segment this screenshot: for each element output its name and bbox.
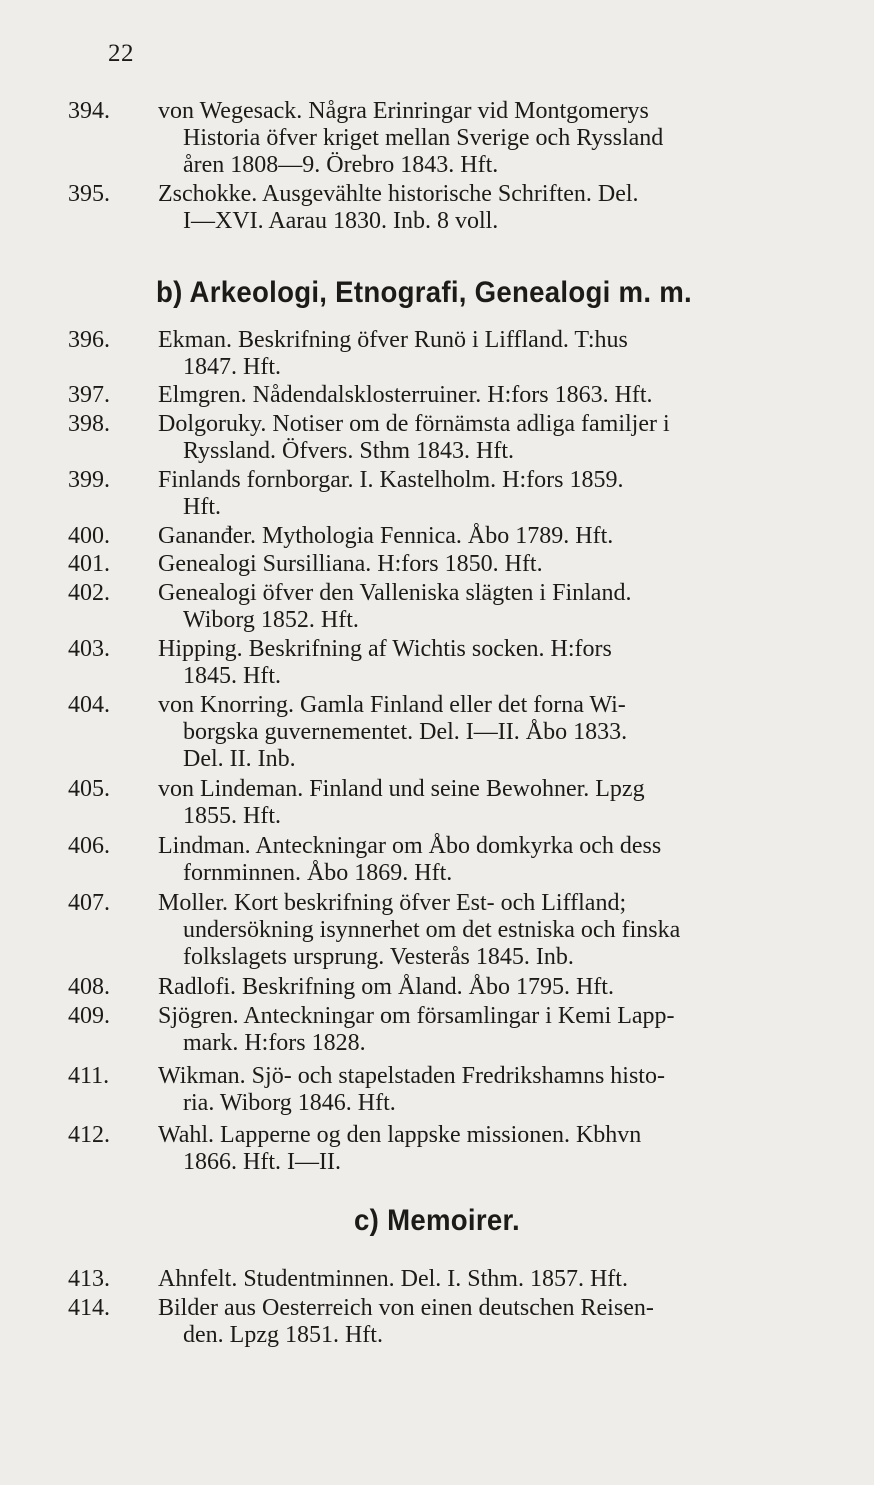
entry-number: 407.: [68, 890, 110, 916]
entry-number: 414.: [68, 1295, 110, 1321]
entry-line: Hft.: [183, 493, 221, 520]
entry-number: 411.: [68, 1063, 110, 1089]
entry-line: Ahnfelt. Studentminnen. Del. I. Sthm. 1857. Hft.: [158, 1266, 628, 1292]
catalog-entry-395: [68, 181, 828, 235]
entry-text: [158, 1266, 826, 1293]
entry-text: [158, 327, 826, 381]
entry-line: 1847. Hft.: [183, 353, 281, 380]
entry-line: folkslagets ursprung. Vesterås 1845. Inb.: [183, 943, 574, 970]
catalog-entry-406: [68, 833, 828, 887]
catalog-entry-414: [68, 1295, 828, 1349]
entry-number: 399.: [68, 467, 110, 493]
entry-line: 1866. Hft. I—II.: [183, 1148, 341, 1175]
catalog-entry-412: [68, 1122, 828, 1176]
entry-text: [158, 636, 826, 690]
catalog-entry-402: [68, 580, 828, 634]
entry-number: 398.: [68, 411, 110, 437]
entry-line: Del. II. Inb.: [183, 745, 296, 772]
entry-number: 396.: [68, 327, 110, 353]
entry-line: Historia öfver kriget mellan Sverige och Ryssland: [183, 124, 664, 151]
entry-number: 406.: [68, 833, 110, 859]
entry-line: Dolgoruky. Notiser om de förnämsta adliga familjer i: [158, 411, 670, 437]
entry-line: Bilder aus Oesterreich von einen deutschen Reisen-: [158, 1295, 654, 1321]
catalog-entry-403: [68, 636, 828, 690]
entry-line: Sjögren. Anteckningar om församlingar i Kemi Lapp-: [158, 1003, 675, 1029]
catalog-entry-396: [68, 327, 828, 381]
entry-number: 394.: [68, 98, 110, 124]
catalog-entry-405: [68, 776, 828, 830]
entry-number: 397.: [68, 382, 110, 408]
entry-line: von Lindeman. Finland und seine Bewohner. Lpzg: [158, 776, 645, 802]
entry-number: 405.: [68, 776, 110, 802]
entry-line: fornminnen. Åbo 1869. Hft.: [183, 859, 453, 886]
entry-text: [158, 580, 826, 634]
entry-line: Ryssland. Öfvers. Sthm 1843. Hft.: [183, 437, 515, 464]
entry-line: von Wegesack. Några Erinringar vid Montgomerys: [158, 98, 649, 124]
entry-number: 401.: [68, 551, 110, 577]
entry-line: Zschokke. Ausgevählte historische Schriften. Del.: [158, 181, 639, 207]
entry-text: [158, 776, 826, 830]
entry-line: mark. H:fors 1828.: [183, 1029, 366, 1056]
entry-line: Gananđer. Mythologia Fennica. Åbo 1789. Hft.: [158, 523, 614, 549]
catalog-entry-397: [68, 382, 828, 409]
entry-line: Lindman. Anteckningar om Åbo domkyrka och dess: [158, 833, 662, 859]
entry-line: Ekman. Beskrifning öfver Runö i Liffland. T:hus: [158, 327, 628, 353]
entry-text: [158, 974, 826, 1001]
section-heading-archaeology: b) Arkeologi, Etnografi, Genealogi m. m.: [156, 276, 693, 309]
entry-text: [158, 1063, 826, 1117]
catalog-entry-399: [68, 467, 828, 521]
entry-line: von Knorring. Gamla Finland eller det forna Wi-: [158, 692, 626, 718]
entry-number: 403.: [68, 636, 110, 662]
entry-text: [158, 523, 826, 550]
catalog-entry-398: [68, 411, 828, 465]
entry-line: Genealogi Sursilliana. H:fors 1850. Hft.: [158, 551, 543, 577]
entry-text: [158, 98, 826, 178]
entry-number: 413.: [68, 1266, 110, 1292]
catalog-entry-413: [68, 1266, 828, 1293]
entry-text: [158, 890, 826, 970]
entry-number: 395.: [68, 181, 110, 207]
entry-text: [158, 411, 826, 465]
entry-line: Radlofi. Beskrifning om Åland. Åbo 1795. Hft.: [158, 974, 614, 1000]
entry-line: Wikman. Sjö- och stapelstaden Fredrikshamns histo-: [158, 1063, 665, 1089]
entry-number: 412.: [68, 1122, 110, 1148]
entry-line: ria. Wiborg 1846. Hft.: [183, 1089, 396, 1116]
entry-number: 400.: [68, 523, 110, 549]
section-heading-memoirs: c) Memoirer.: [354, 1204, 520, 1237]
entry-text: [158, 382, 826, 409]
entry-line: åren 1808—9. Örebro 1843. Hft.: [183, 151, 499, 178]
entry-line: Elmgren. Nådendalsklosterruiner. H:fors 1863. Hft.: [158, 382, 653, 408]
catalog-entry-404: [68, 692, 828, 772]
page-number: 22: [108, 40, 134, 67]
entry-line: 1855. Hft.: [183, 802, 281, 829]
entry-number: 409.: [68, 1003, 110, 1029]
entry-text: [158, 467, 826, 521]
entry-text: [158, 1003, 826, 1057]
entry-line: Finlands fornborgar. I. Kastelholm. H:fors 1859.: [158, 467, 624, 493]
catalog-entry-394: [68, 98, 828, 178]
entry-text: [158, 692, 826, 772]
entry-line: Moller. Kort beskrifning öfver Est- och Liffland;: [158, 890, 627, 916]
entry-line: Hipping. Beskrifning af Wichtis socken. H:fors: [158, 636, 612, 662]
entry-line: I—XVI. Aarau 1830. Inb. 8 voll.: [183, 207, 499, 234]
catalog-entry-407: [68, 890, 828, 970]
entry-line: undersökning isynnerhet om det estniska och finska: [183, 916, 681, 943]
entry-number: 402.: [68, 580, 110, 606]
entry-line: den. Lpzg 1851. Hft.: [183, 1321, 383, 1348]
catalog-entry-401: [68, 551, 828, 578]
entry-line: 1845. Hft.: [183, 662, 281, 689]
entry-text: [158, 833, 826, 887]
entry-text: [158, 1295, 826, 1349]
entry-line: Wahl. Lapperne og den lappske missionen. Kbhvn: [158, 1122, 642, 1148]
entry-line: Wiborg 1852. Hft.: [183, 606, 359, 633]
entry-line: borgska guvernementet. Del. I—II. Åbo 1833.: [183, 718, 628, 745]
entry-text: [158, 1122, 826, 1176]
entry-line: Genealogi öfver den Valleniska slägten i Finland.: [158, 580, 632, 606]
catalog-entry-400: [68, 523, 828, 550]
catalog-entry-408: [68, 974, 828, 1001]
entry-number: 408.: [68, 974, 110, 1000]
entry-text: [158, 181, 826, 235]
entry-text: [158, 551, 826, 578]
catalog-entry-409: [68, 1003, 828, 1057]
catalog-entry-411: [68, 1063, 828, 1117]
entry-number: 404.: [68, 692, 110, 718]
